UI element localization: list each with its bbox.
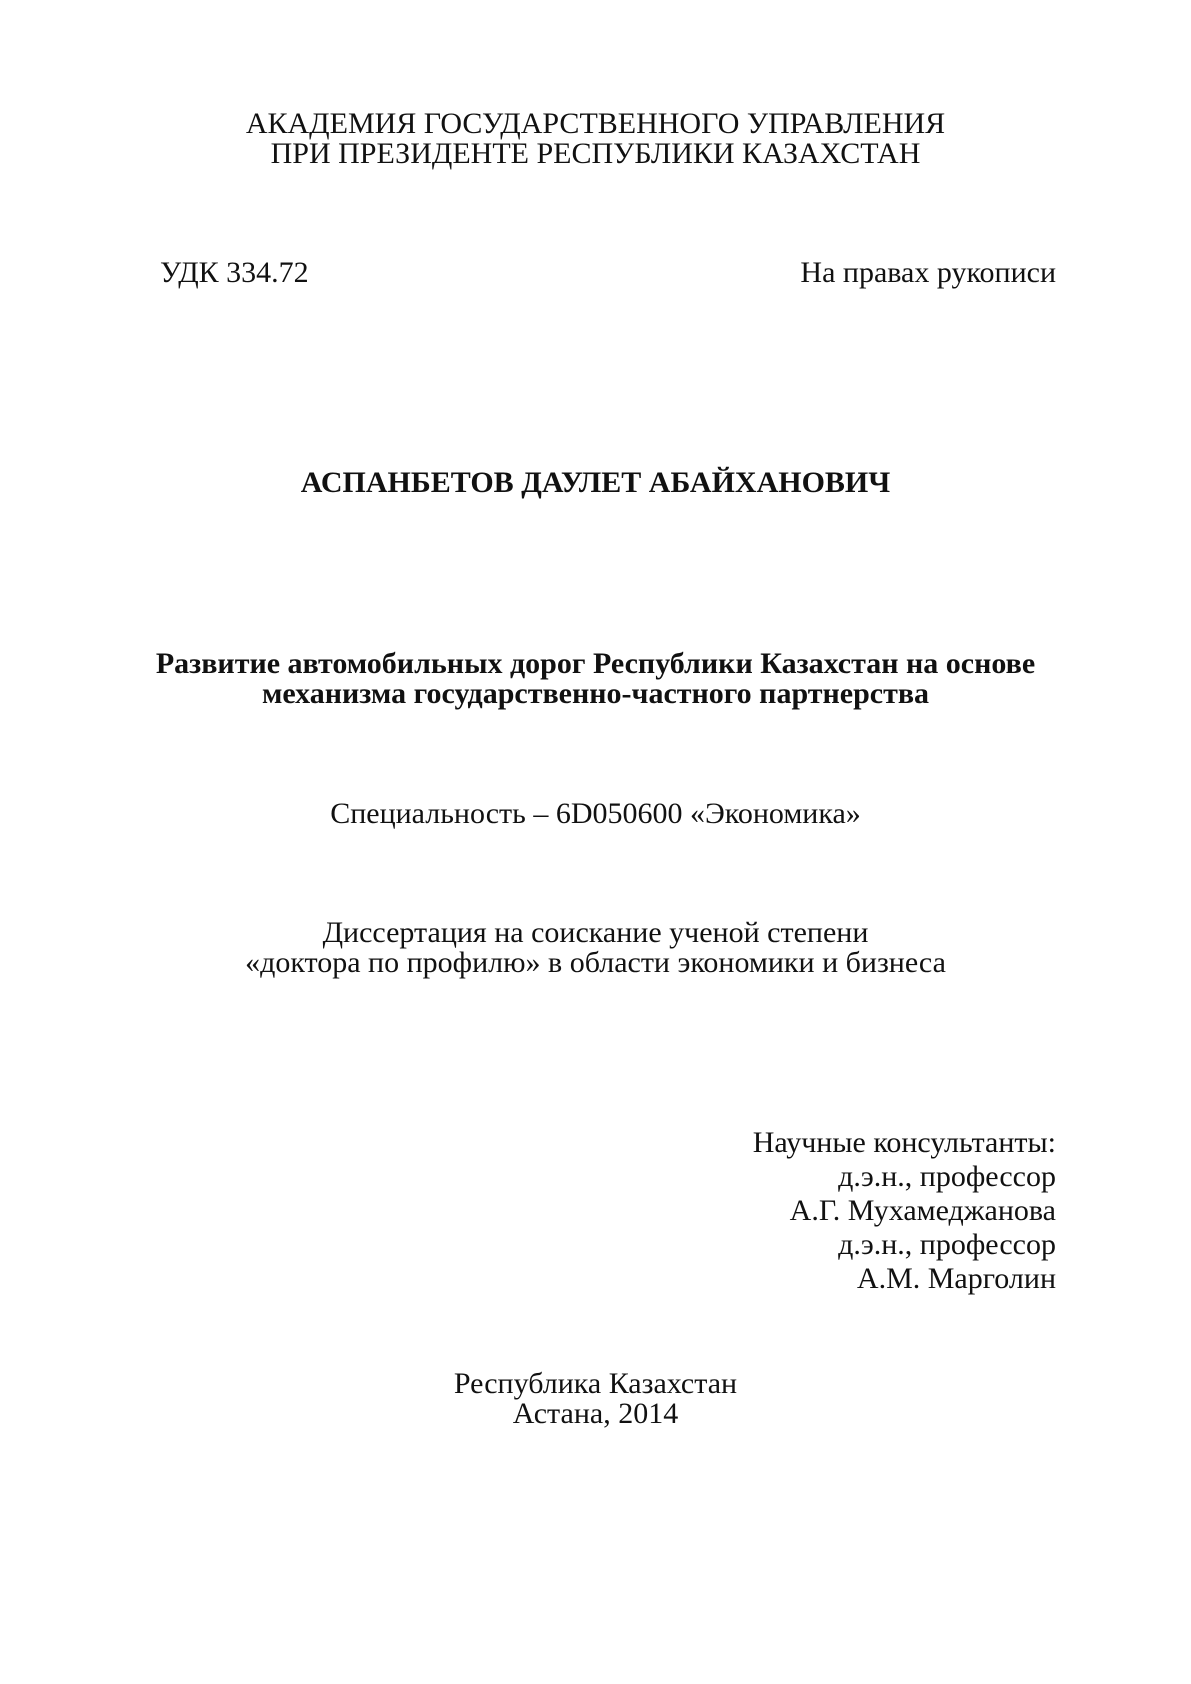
specialty: Специальность – 6D050600 «Экономика» <box>330 797 861 830</box>
thesis-title-line-2: механизма государственно-частного партнерства <box>261 677 930 710</box>
author-name: АСПАНБЕТОВ ДАУЛЕТ АБАЙХАНОВИЧ <box>300 466 891 499</box>
consultants-block <box>753 1126 1056 1296</box>
consultant-degree: д.э.н., профессор <box>838 1160 1056 1193</box>
footer-city-year: Астана, 2014 <box>512 1397 679 1430</box>
thesis-title-line-1: Развитие автомобильных дорог Республики Казахстан на основе <box>155 647 1036 680</box>
dissertation-line-2: «доктора по профилю» в области экономики и бизнеса <box>245 946 946 979</box>
consultant-name: А.Г. Мухамеджанова <box>789 1194 1056 1227</box>
institution-line-1: АКАДЕМИЯ ГОСУДАРСТВЕННОГО УПРАВЛЕНИЯ <box>245 107 946 140</box>
consultant-name: А.М. Марголин <box>856 1262 1056 1295</box>
institution-line-2: ПРИ ПРЕЗИДЕНТЕ РЕСПУБЛИКИ КАЗАХСТАН <box>270 137 921 170</box>
rights-note: На правах рукописи <box>800 256 1056 289</box>
footer-country: Республика Казахстан <box>453 1367 738 1400</box>
dissertation-line-1: Диссертация на соискание ученой степени <box>322 916 869 949</box>
consultant-degree: д.э.н., профессор <box>838 1228 1056 1261</box>
consultants-heading: Научные консультанты: <box>752 1126 1056 1159</box>
udk-code: УДК 334.72 <box>160 256 309 289</box>
